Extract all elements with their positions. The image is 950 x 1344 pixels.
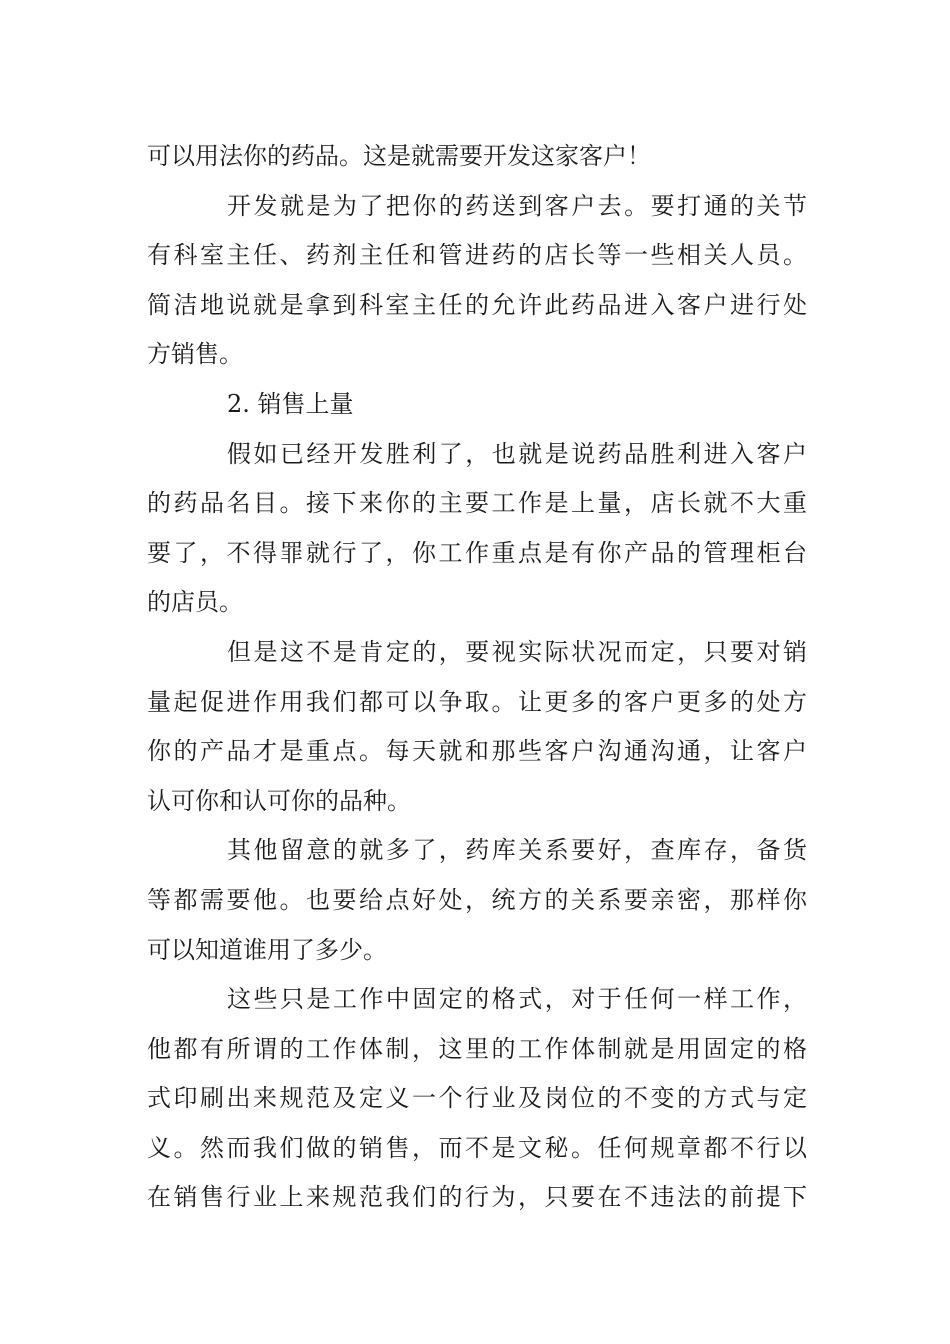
text-line: 义。然而我们做的销售，而不是文秘。任何规章都不行以: [147, 1133, 807, 1162]
text-line: 的店员。: [147, 588, 243, 617]
text-line: 可以知道谁用了多少。: [147, 935, 387, 964]
text-line: 式印刷出来规范及定义一个行业及岗位的不变的方式与定: [147, 1084, 807, 1113]
text-line: 但是这不是肯定的，要视实际状况而定，只要对销: [227, 637, 807, 666]
body-text: [147, 132, 807, 1223]
text-line: 你的产品才是重点。每天就和那些客户沟通沟通，让客户: [147, 737, 807, 766]
text-line: 有科室主任、药剂主任和管进药的店长等一些相关人员。: [147, 241, 807, 270]
text-line: 方销售。: [147, 340, 243, 369]
text-line: 开发就是为了把你的药送到客户去。要打通的关节: [227, 191, 807, 220]
text-line: 可以用法你的药品。这是就需要开发这家客户！: [147, 142, 651, 170]
text-line: 他都有所谓的工作体制，这里的工作体制就是用固定的格: [147, 1034, 807, 1063]
text-line: 等都需要他。也要给点好处，统方的关系要亲密，那样你: [147, 885, 807, 914]
text-line: 量起促进作用我们都可以争取。让更多的客户更多的处方: [147, 687, 807, 716]
text-line: 这些只是工作中固定的格式，对于任何一样工作，: [227, 985, 807, 1014]
section-heading: 2. 销售上量: [227, 389, 354, 418]
text-line: 在销售行业上来规范我们的行为，只要在不违法的前提下: [147, 1183, 807, 1212]
text-line: 认可你和认可你的品种。: [147, 786, 411, 815]
text-line: 要了，不得罪就行了，你工作重点是有你产品的管理柜台: [147, 538, 807, 567]
text-line: 简洁地说就是拿到科室主任的允许此药品进入客户进行处: [147, 290, 807, 319]
text-line: 的药品名目。接下来你的主要工作是上量，店长就不大重: [147, 489, 807, 518]
text-line: 其他留意的就多了，药库关系要好，查库存，备货: [227, 836, 807, 865]
text-line: 假如已经开发胜利了，也就是说药品胜利进入客户: [227, 439, 807, 468]
